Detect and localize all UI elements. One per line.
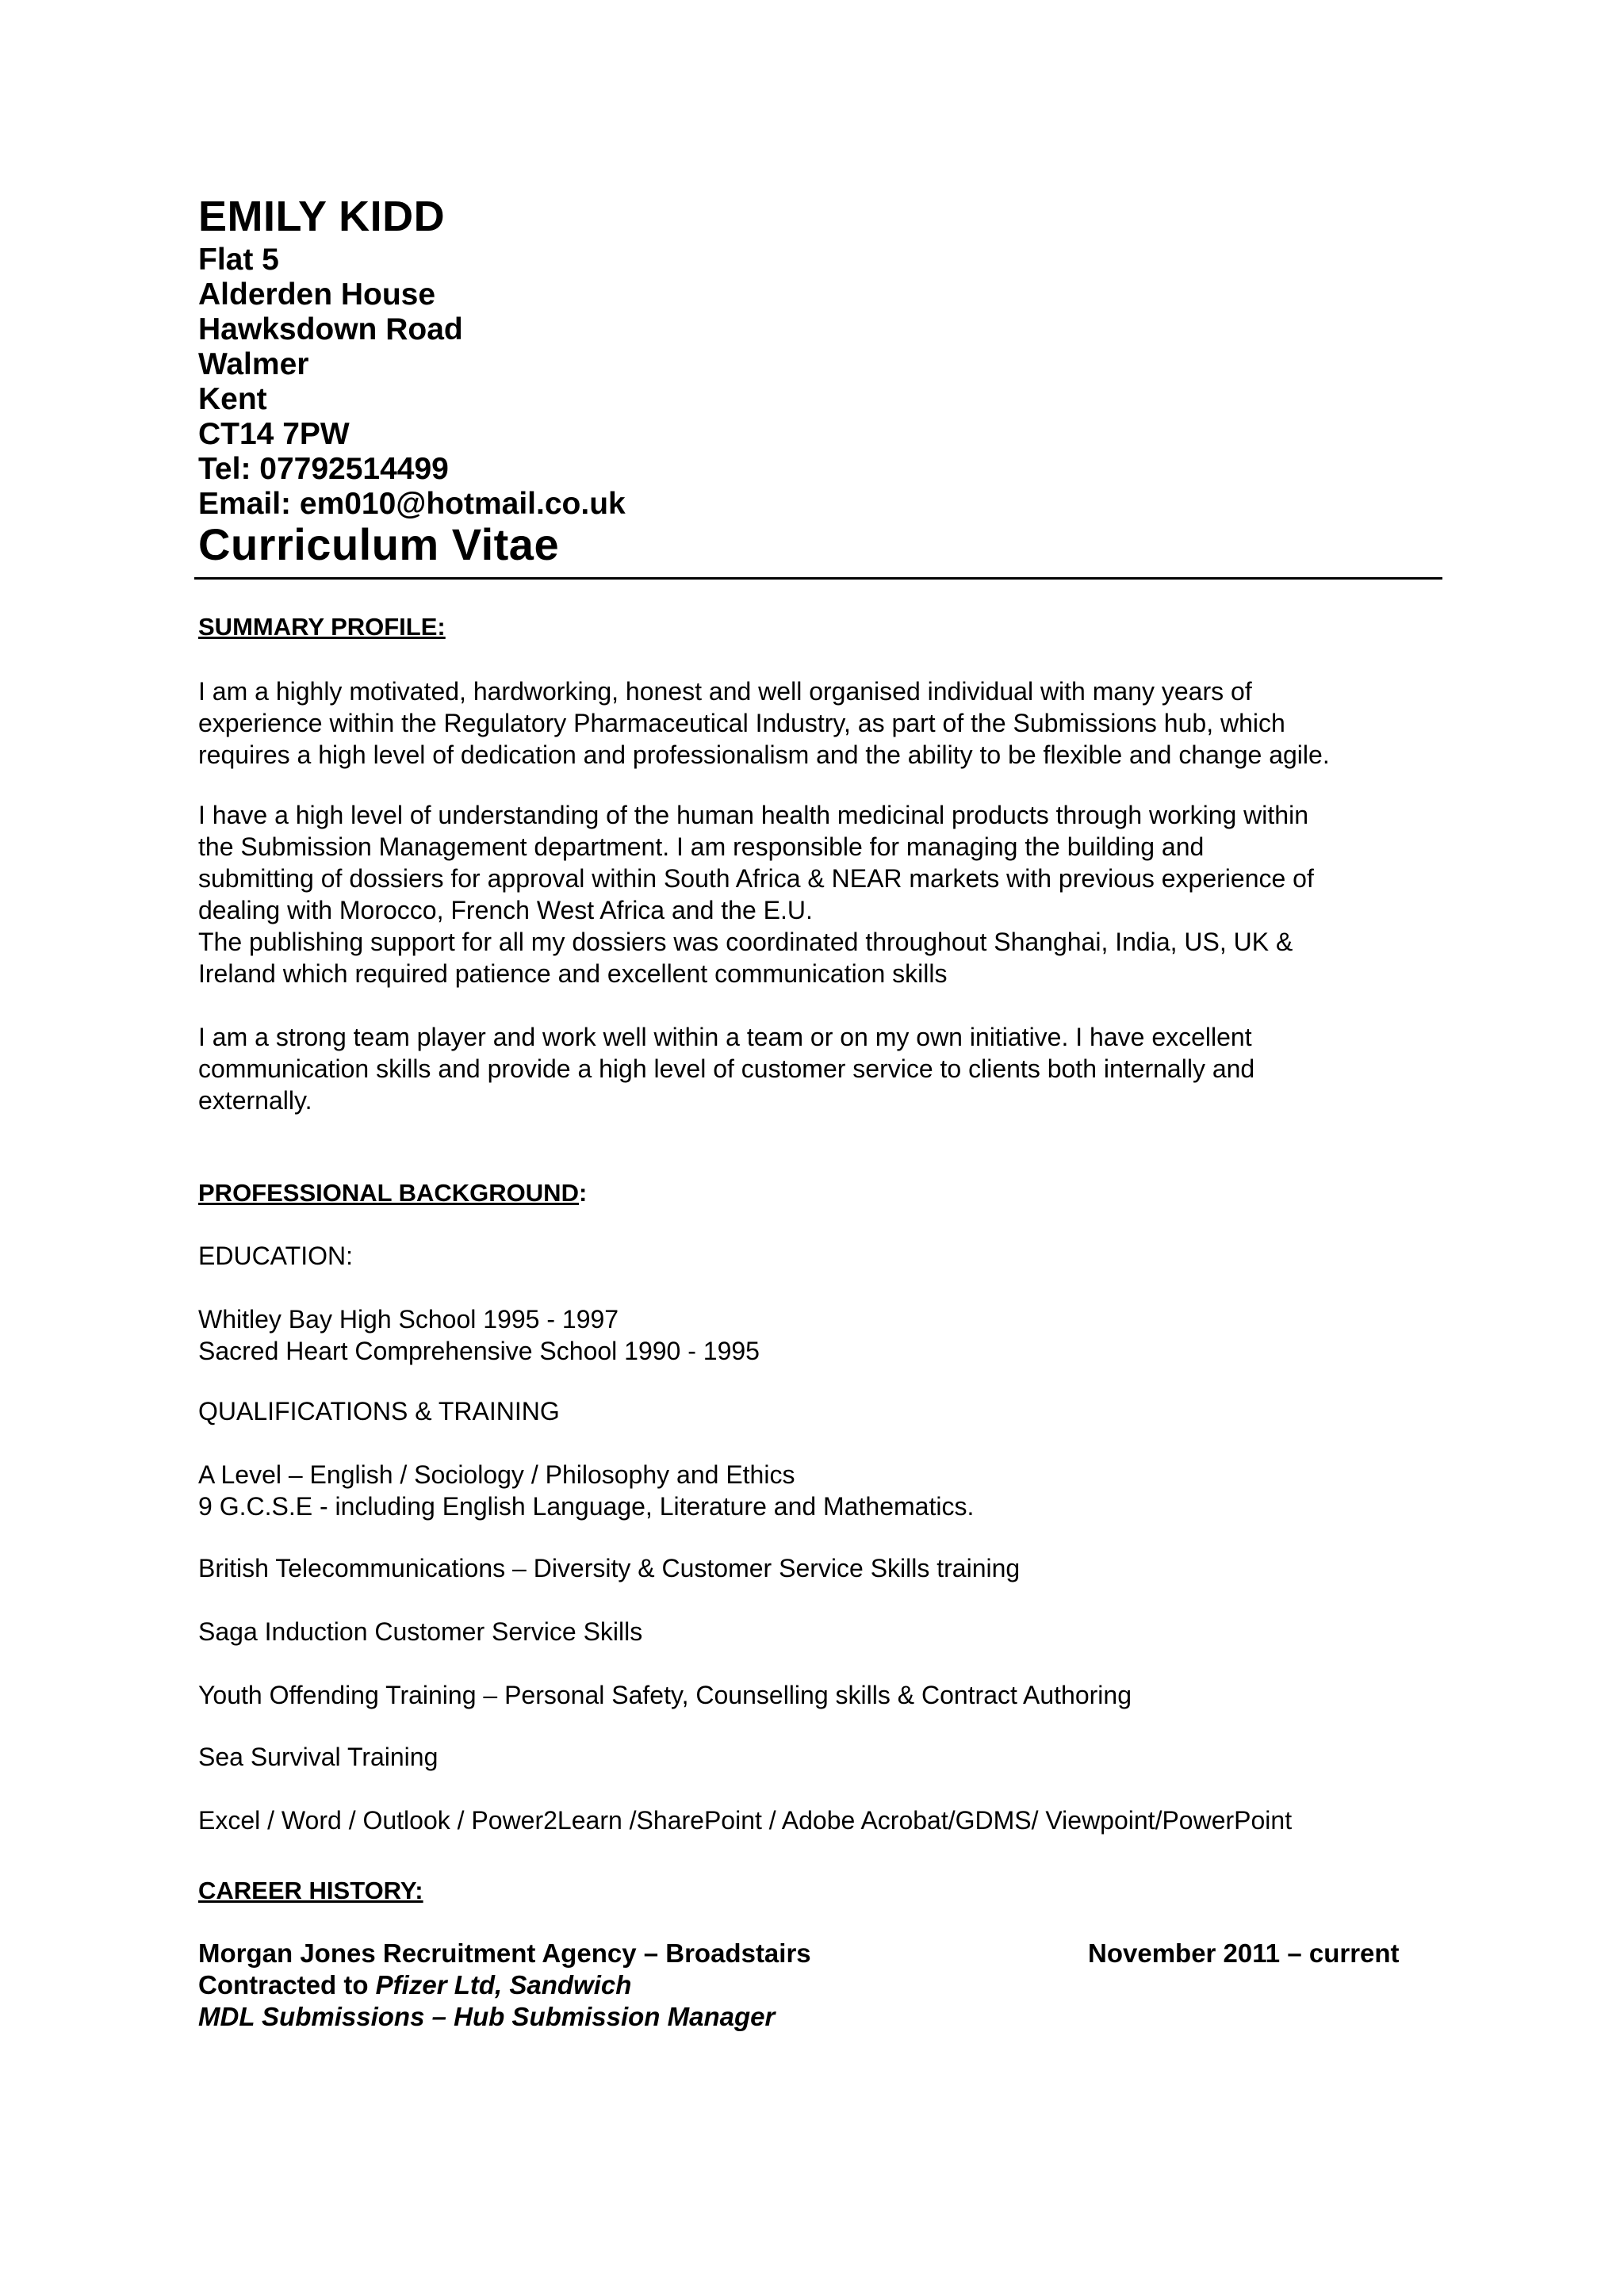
address-line: Kent [198,382,267,416]
education-label [198,1240,1451,1272]
qualifications-list [198,1459,1451,1522]
summary-paragraph-1 [198,675,1451,771]
text-line: submitting of dossiers for approval within South Africa & NEAR markets with previous experience of [198,864,1314,893]
contact-header [198,190,626,522]
text-line: Ireland which required patience and excellent communication skills [198,959,948,988]
contract-client: Pfizer Ltd, Sandwich [375,1970,632,1999]
telephone: Tel: 07792514499 [198,452,449,486]
training-item [198,1679,1451,1711]
skills-text: Excel / Word / Outlook / Power2Learn /SharePoint / Adobe Acrobat/GDMS/ Viewpoint/PowerPoint [198,1806,1293,1835]
postcode: CT14 7PW [198,417,350,451]
text-line: I have a high level of understanding of the human health medicinal products through working within [198,801,1308,829]
text-line: externally. [198,1086,312,1115]
text-line: communication skills and provide a high level of customer service to clients both internally and [198,1054,1255,1083]
training-item [198,1552,1451,1584]
summary-paragraph-2 [198,799,1451,989]
text-line: experience within the Regulatory Pharmaceutical Industry, as part of the Submissions hub, which [198,709,1285,737]
address-line: Hawksdown Road [198,312,463,346]
training-text: Saga Induction Customer Service Skills [198,1617,643,1646]
job-employer: Morgan Jones Recruitment Agency – Broadstairs [198,1938,811,1968]
job-role: MDL Submissions – Hub Submission Manager [198,2002,776,2031]
email: Email: em010@hotmail.co.uk [198,487,626,521]
job-contract [198,1969,631,2001]
education-item: Sacred Heart Comprehensive School 1990 - 1995 [198,1337,760,1365]
training-text: British Telecommunications – Diversity & Customer Service Skills training [198,1554,1021,1582]
education-list [198,1303,1451,1367]
title-divider [194,577,1442,580]
address-line: Alderden House [198,277,436,312]
education-label-text: EDUCATION: [198,1242,353,1270]
summary-paragraph-3 [198,1021,1451,1116]
text-line: The publishing support for all my dossiers was coordinated throughout Shanghai, India, US, UK & [198,928,1293,956]
text-line: I am a highly motivated, hardworking, honest and well organised individual with many years of [198,677,1252,706]
text-line: dealing with Morocco, French West Africa and the E.U. [198,896,813,924]
education-item: Whitley Bay High School 1995 - 1997 [198,1305,619,1334]
address-line: Flat 5 [198,243,279,277]
background-heading-colon: : [578,1179,588,1207]
candidate-name: EMILY KIDD [198,193,446,240]
text-line: requires a high level of dedication and professionalism and the ability to be flexible and change agile. [198,740,1330,769]
career-heading: CAREER HISTORY: [198,1877,423,1904]
training-item [198,1616,1451,1647]
text-line: the Submission Management department. I am responsible for managing the building and [198,832,1205,861]
summary-heading: SUMMARY PROFILE: [198,613,446,641]
training-text: Sea Survival Training [198,1743,439,1771]
job-dates: November 2011 – current [1088,1938,1400,1968]
qualifications-label-text: QUALIFICATIONS & TRAINING [198,1397,560,1425]
address-line: Walmer [198,347,309,381]
contract-prefix: Contracted to [198,1970,376,1999]
qualification-item: 9 G.C.S.E - including English Language, Literature and Mathematics. [198,1492,975,1521]
document-title: Curriculum Vitae [198,519,560,569]
qualifications-label [198,1395,1451,1427]
text-line: I am a strong team player and work well within a team or on my own initiative. I have excellent [198,1023,1252,1051]
training-item [198,1741,1451,1773]
qualification-item: A Level – English / Sociology / Philosophy and Ethics [198,1460,795,1489]
skills-line [198,1804,1451,1836]
background-heading-text: PROFESSIONAL BACKGROUND [198,1179,579,1207]
background-heading [198,1178,587,1208]
training-text: Youth Offending Training – Personal Safety, Counselling skills & Contract Authoring [198,1681,1132,1709]
